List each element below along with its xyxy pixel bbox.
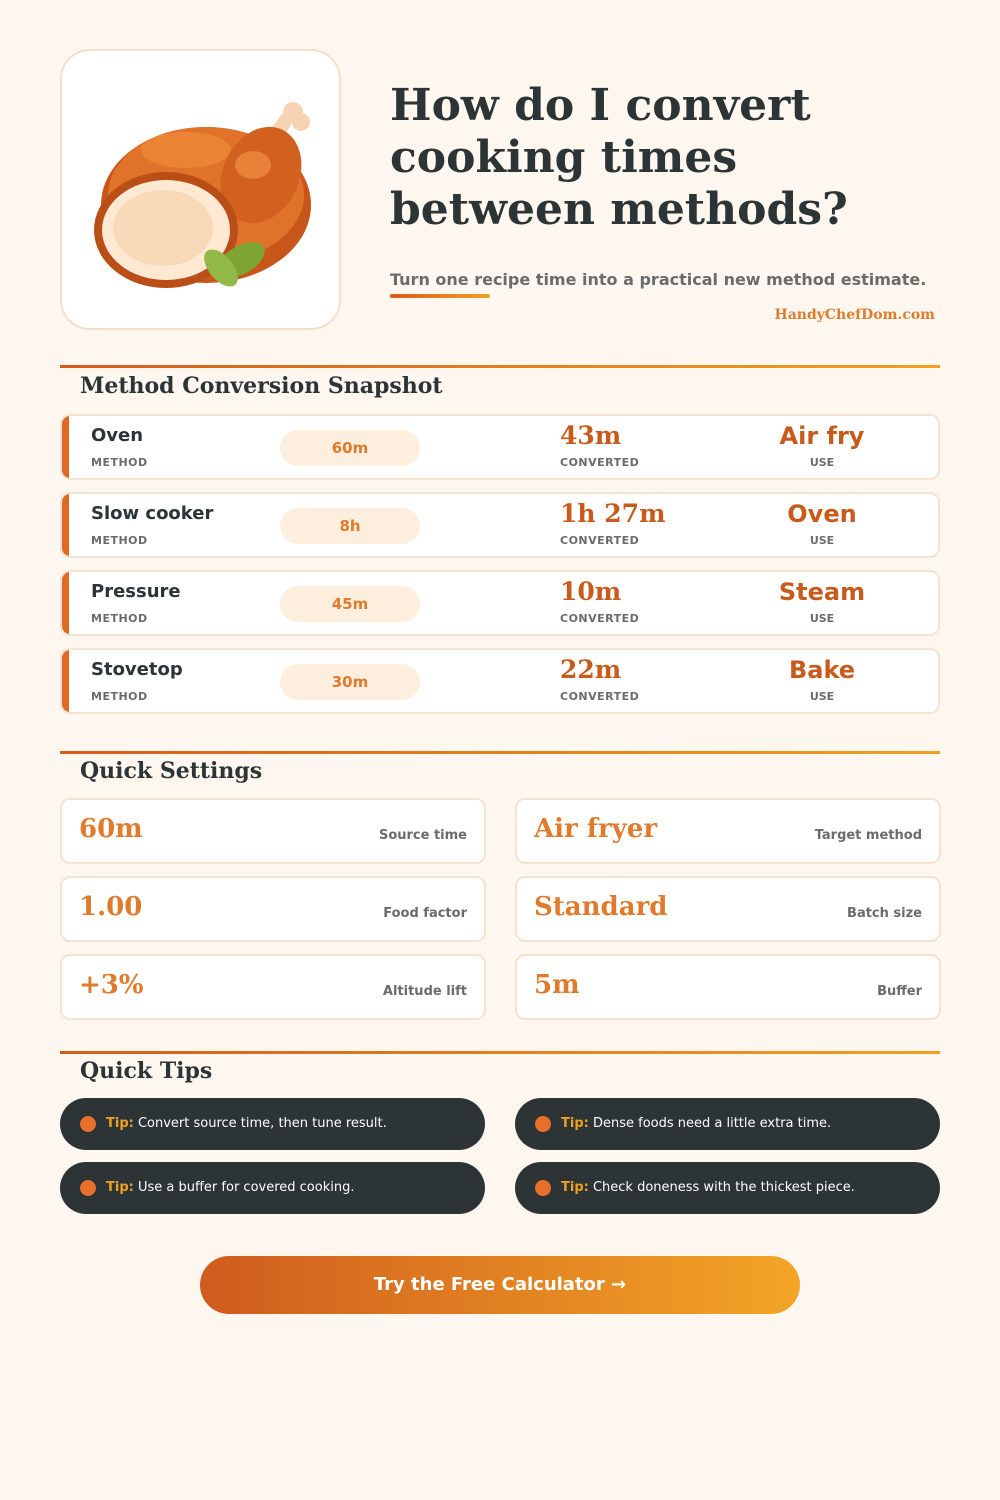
tip-body: Use a buffer for covered cooking. — [137, 1180, 355, 1195]
row-converted-label: CONVERTED — [560, 456, 640, 469]
row-source-time: 60m — [280, 430, 420, 466]
tip-text — [561, 1116, 831, 1131]
setting-label: Altitude lift — [382, 984, 467, 999]
setting-card-batch-size[interactable] — [515, 876, 941, 942]
row-method-label: METHOD — [91, 534, 148, 547]
row-converted-time: 22m — [560, 655, 622, 684]
row-accent-bar — [62, 572, 69, 634]
row-use-label: USE — [809, 534, 835, 547]
setting-label: Target method — [814, 828, 922, 843]
setting-label: Source time — [378, 828, 467, 843]
tip-pill — [515, 1098, 940, 1150]
tip-prefix: Tip: — [106, 1180, 134, 1195]
setting-value: Air fryer — [534, 814, 658, 844]
page-title: How do I convert cooking times between methods? — [390, 80, 848, 235]
conversion-row — [60, 414, 940, 480]
row-source-time: 8h — [280, 508, 420, 544]
row-method-label: METHOD — [91, 690, 148, 703]
row-method-label: METHOD — [91, 456, 148, 469]
tip-bullet-icon — [535, 1116, 551, 1132]
tip-prefix: Tip: — [561, 1180, 589, 1195]
row-method: Slow cooker — [91, 503, 214, 524]
row-converted-label: CONVERTED — [560, 534, 640, 547]
subtitle-underline — [390, 294, 490, 298]
row-source-time: 45m — [280, 586, 420, 622]
tip-body: Convert source time, then tune result. — [137, 1116, 387, 1131]
row-use-label: USE — [809, 456, 835, 469]
setting-card-buffer[interactable] — [515, 954, 941, 1020]
tip-prefix: Tip: — [106, 1116, 134, 1131]
row-use-method: Oven — [787, 500, 857, 528]
setting-label: Buffer — [877, 984, 922, 999]
tips-section-title: Quick Tips — [80, 1058, 213, 1084]
section-divider — [60, 365, 940, 368]
snapshot-section-title: Method Conversion Snapshot — [80, 373, 443, 399]
section-divider — [60, 751, 940, 754]
row-converted-label: CONVERTED — [560, 690, 640, 703]
tip-bullet-icon — [535, 1180, 551, 1196]
tip-prefix: Tip: — [561, 1116, 589, 1131]
try-calculator-button[interactable]: Try the Free Calculator → — [200, 1256, 800, 1314]
tip-body: Dense foods need a little extra time. — [592, 1116, 832, 1131]
setting-card-food-factor[interactable] — [60, 876, 486, 942]
tip-bullet-icon — [80, 1180, 96, 1196]
setting-value: 1.00 — [79, 892, 143, 922]
row-accent-bar — [62, 494, 69, 556]
row-converted-time: 1h 27m — [560, 499, 666, 528]
row-method: Oven — [91, 425, 144, 446]
setting-card-altitude-lift[interactable] — [60, 954, 486, 1020]
tip-pill — [60, 1162, 485, 1214]
conversion-row — [60, 570, 940, 636]
row-use-method: Bake — [788, 656, 856, 684]
roast-chicken-icon — [81, 80, 321, 300]
setting-label: Food factor — [383, 906, 467, 921]
setting-value: 5m — [534, 970, 580, 1000]
row-accent-bar — [62, 416, 69, 478]
row-accent-bar — [62, 650, 69, 712]
tip-body: Check doneness with the thickest piece. — [592, 1180, 855, 1195]
row-use-method: Air fry — [779, 422, 865, 450]
section-divider — [60, 1051, 940, 1054]
page-subtitle: Turn one recipe time into a practical new method estimate. — [390, 270, 927, 289]
hero-illustration-card — [60, 49, 341, 330]
row-method-label: METHOD — [91, 612, 148, 625]
row-converted-label: CONVERTED — [560, 612, 640, 625]
row-use-label: USE — [809, 612, 835, 625]
tip-pill — [60, 1098, 485, 1150]
tip-pill — [515, 1162, 940, 1214]
row-method: Stovetop — [91, 659, 183, 680]
conversion-row — [60, 492, 940, 558]
conversion-row — [60, 648, 940, 714]
row-method: Pressure — [91, 581, 181, 602]
site-name[interactable]: HandyChefDom.com — [774, 307, 935, 323]
setting-card-source-time[interactable] — [60, 798, 486, 864]
setting-value: 60m — [79, 814, 143, 844]
setting-card-target-method[interactable] — [515, 798, 941, 864]
settings-section-title: Quick Settings — [80, 758, 263, 784]
row-source-time: 30m — [280, 664, 420, 700]
tip-bullet-icon — [80, 1116, 96, 1132]
row-converted-time: 10m — [560, 577, 622, 606]
tip-text — [106, 1180, 354, 1195]
setting-value: Standard — [534, 892, 668, 922]
row-use-label: USE — [809, 690, 835, 703]
tip-text — [106, 1116, 387, 1131]
row-use-method: Steam — [778, 578, 866, 606]
setting-value: +3% — [79, 970, 144, 1000]
row-converted-time: 43m — [560, 421, 622, 450]
setting-label: Batch size — [847, 906, 922, 921]
tip-text — [561, 1180, 855, 1195]
